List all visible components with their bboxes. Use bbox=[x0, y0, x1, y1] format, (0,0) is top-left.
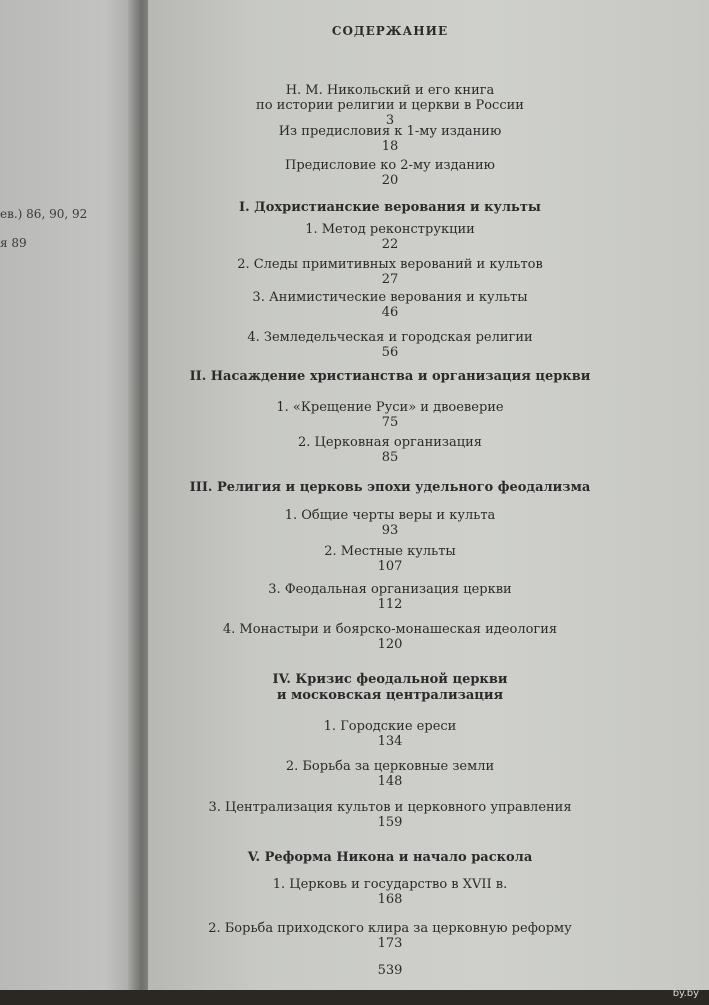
toc-entry bbox=[150, 759, 630, 789]
entry-page-number: 75 bbox=[381, 415, 399, 430]
toc-entry bbox=[150, 622, 630, 652]
chapter-title: III. Религия и церковь эпохи удельного феодализма bbox=[189, 480, 591, 495]
entry-page-number: 27 bbox=[381, 272, 399, 287]
toc-entry bbox=[150, 400, 630, 430]
entry-title: 4. Земледельческая и городская религии bbox=[247, 330, 533, 345]
entry-page-number: 159 bbox=[377, 815, 403, 830]
toc-entry bbox=[150, 124, 630, 154]
entry-page-number: 18 bbox=[381, 139, 399, 154]
entry-title: 2. Церковная организация bbox=[297, 435, 482, 450]
entry-page-number: 85 bbox=[381, 450, 399, 465]
entry-title-line: Из предисловия к 1-му изданию bbox=[278, 124, 502, 139]
entry-title: 3. Анимистические верования и культы bbox=[252, 290, 528, 305]
entry-page-number: 22 bbox=[381, 237, 399, 252]
entry-title: 1. Церковь и государство в XVII в. bbox=[272, 877, 508, 892]
toc-entry bbox=[150, 330, 630, 360]
chapter-title bbox=[150, 672, 630, 704]
toc-entry bbox=[150, 508, 630, 538]
entry-page-number: 107 bbox=[377, 559, 403, 574]
toc-entry bbox=[150, 257, 630, 287]
entry-page-number: 56 bbox=[381, 345, 399, 360]
entry-page-number: 173 bbox=[377, 936, 403, 951]
entry-page-number: 46 bbox=[381, 305, 399, 320]
chapter-title: I. Дохристианские верования и культы bbox=[239, 200, 541, 215]
entry-title: 2. Борьба приходского клира за церковную реформу bbox=[208, 921, 572, 936]
toc-entry bbox=[150, 719, 630, 749]
entry-title: 1. Городские ереси bbox=[323, 719, 457, 734]
toc-entry bbox=[150, 83, 630, 128]
entry-page-number: 120 bbox=[377, 637, 403, 652]
entry-title: 2. Следы примитивных верований и культов bbox=[237, 257, 543, 272]
entry-page-number: 134 bbox=[377, 734, 403, 749]
toc-entry bbox=[150, 435, 630, 465]
toc-entry bbox=[150, 222, 630, 252]
entry-page-number: 112 bbox=[377, 597, 403, 612]
toc-entry bbox=[150, 800, 630, 830]
toc-entry bbox=[150, 158, 630, 188]
toc-entry bbox=[150, 544, 630, 574]
toc-entry bbox=[150, 582, 630, 612]
entry-page-number: 3 bbox=[385, 113, 395, 128]
entry-title: 2. Местные культы bbox=[324, 544, 456, 559]
chapter-title: II. Насаждение христианства и организация церкви bbox=[189, 369, 591, 384]
entry-title-line: Н. М. Никольский и его книга bbox=[285, 83, 495, 98]
toc-entry bbox=[150, 877, 630, 907]
entry-title: 1. «Крещение Руси» и двоеверие bbox=[276, 400, 504, 415]
entry-title-line: Предисловие ко 2-му изданию bbox=[285, 158, 495, 173]
entry-page-number: 168 bbox=[377, 892, 403, 907]
entry-title: 4. Монастыри и боярско-монашеская идеология bbox=[222, 622, 558, 637]
entry-page-number: 93 bbox=[381, 523, 399, 538]
entry-title: 3. Феодальная организация церкви bbox=[268, 582, 512, 597]
entry-page-number: 20 bbox=[381, 173, 399, 188]
entry-page-number: 148 bbox=[377, 774, 403, 789]
toc-entry bbox=[150, 290, 630, 320]
page-number: 539 bbox=[377, 963, 403, 978]
chapter-title: V. Реформа Никона и начало раскола bbox=[247, 850, 533, 865]
toc-heading: СОДЕРЖАНИЕ bbox=[331, 24, 449, 38]
toc-entry bbox=[150, 921, 630, 951]
chapter-title-line: IV. Кризис феодальной церкви bbox=[272, 672, 508, 687]
entry-title: 2. Борьба за церковные земли bbox=[285, 759, 495, 774]
entry-title-line: по истории религии и церкви в России bbox=[256, 98, 524, 113]
entry-title: 3. Централизация культов и церковного управления bbox=[208, 800, 572, 815]
left-page-line: я 89 bbox=[0, 236, 27, 250]
table-surface bbox=[0, 990, 709, 1005]
entry-title: 1. Общие черты веры и культа bbox=[284, 508, 496, 523]
chapter-title-line: и московская централизация bbox=[276, 688, 504, 703]
watermark: by.by bbox=[672, 988, 699, 999]
entry-title: 1. Метод реконструкции bbox=[305, 222, 475, 237]
left-page-line: ев.) 86, 90, 92 bbox=[0, 207, 88, 221]
